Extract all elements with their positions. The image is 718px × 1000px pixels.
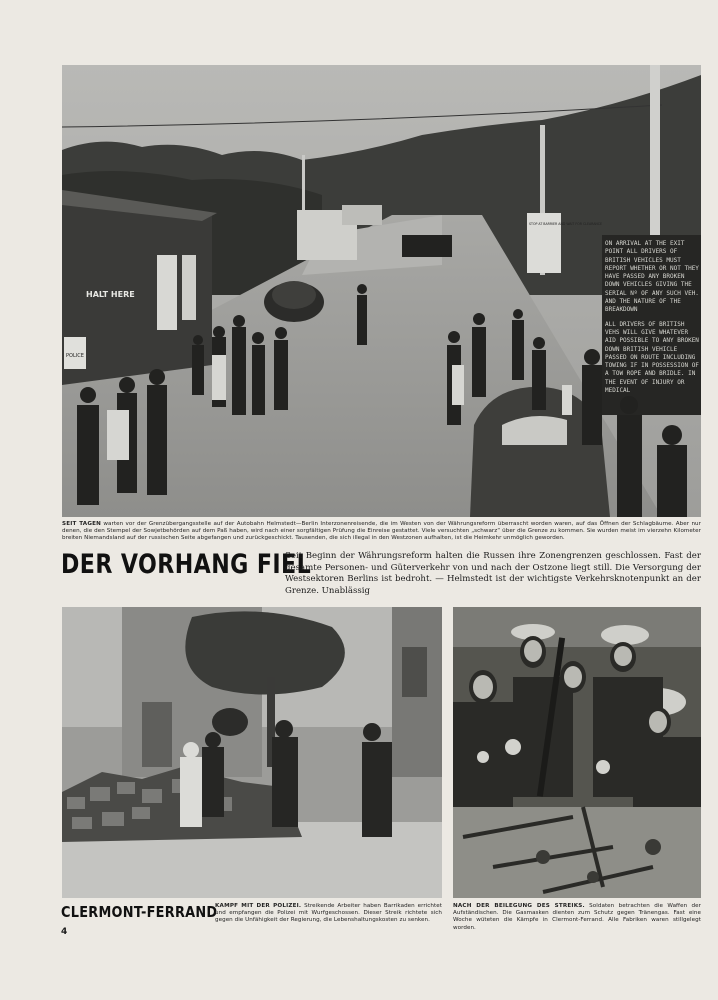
barricade-illustration [62, 607, 442, 898]
top-caption-lead: SEIT TAGEN [62, 521, 102, 527]
right-caption-text: Soldaten betrachten die Waffen der Aufständischen. Die Gasmasken dienten zum Schutz gegen Tränengas. Fast eine Woche wüteten die Kämpfe in Clermont-Ferrand. Alle Fabriken waren stillgelegt worden. [453, 903, 701, 931]
barricade-photo [62, 607, 442, 898]
soldiers-photo [453, 607, 701, 898]
lead-paragraph: Seit Beginn der Währungsreform halten die Russen ihre Zonengrenzen geschlossen. Fast der gesamte Personen- und Güterverkehr von und nach der Ostzone liegt still. Die Versorgung der Westsektoren Berlins ist bedroht. — Helmstedt ist der wichtigste Verkehrsknotenpunkt an der Grenze. Unablässig [285, 551, 701, 596]
main-headline: DER VORHANG FIEL [61, 549, 312, 580]
page-number: 4 [61, 927, 68, 937]
border-crossing-illustration [62, 65, 701, 517]
notice-board-text-2: ALL DRIVERS OF BRITISH VEHS WILL GIVE WHATEVER AID POSSIBLE TO ANY BROKEN DOWN BRITISH VEHICLE PASSED ON ROUTE INCLUDING TOWING IF IN POSSESSION OF A TOW ROPE AND BRIDLE. IN THE EVENT OF INJURY OR MEDICAL [605, 320, 699, 395]
soldiers-illustration [453, 607, 701, 898]
top-photo-caption [62, 521, 701, 543]
right-caption-lead: NACH DER BEILEGUNG DES STREIKS. [453, 903, 585, 909]
barrier-sign: STOP AT BARRIER AND WAIT FOR CLEARANCE [529, 222, 603, 226]
left-caption-lead: KAMPF MIT DER POLIZEI. [215, 903, 302, 909]
border-crossing-photo [62, 65, 701, 517]
barricade-caption [215, 903, 442, 925]
police-sign: POLICE [66, 353, 84, 359]
soldiers-caption [453, 903, 701, 932]
top-caption-text: warten vor der Grenzübergangsstelle auf der Autobahn Helmstedt—Berlin Interzonenreisende, die im Westen von der Währungsreform überrascht worden waren, auf das Öffnen der Schlagbäume. Aber nur denen, die den Stempel der Sowjetbehörden auf dem Paß haben, wird nach einer sorgfältigen Prüfung die Einreise gestattet. Viele versuchten „schwarz“ über die Grenze zu kommen. Sie wurden meist im vierzehn Kilometer breiten Niemandsland auf der russischen Seite abgefangen und zurückgeschickt. Tausenden, die sich illegal in den Westzonen aufhalten, ist die Heimkehr unmöglich geworden. [62, 521, 701, 542]
clermont-headline: CLERMONT-FERRAND [61, 903, 218, 921]
notice-board-text: ON ARRIVAL AT THE EXIT POINT ALL DRIVERS OF BRITISH VEHICLES MUST REPORT WHETHER OR NOT THEY HAVE PASSED ANY BROKEN DOWN VEHICLES GIVING THE SERIAL Nº OF ANY SUCH VEH. AND THE NATURE OF THE BREAKDOWN [605, 240, 699, 314]
halt-sign: HALT HERE [86, 290, 135, 299]
left-caption-text: Streikende Arbeiter haben Barrikaden errichtet und empfangen die Polizei mit Wurfgeschossen. Dieser Streik richtete sich gegen die Unfähigkeit der Regierung, die Lebenshaltungskosten zu senken. [215, 903, 442, 924]
